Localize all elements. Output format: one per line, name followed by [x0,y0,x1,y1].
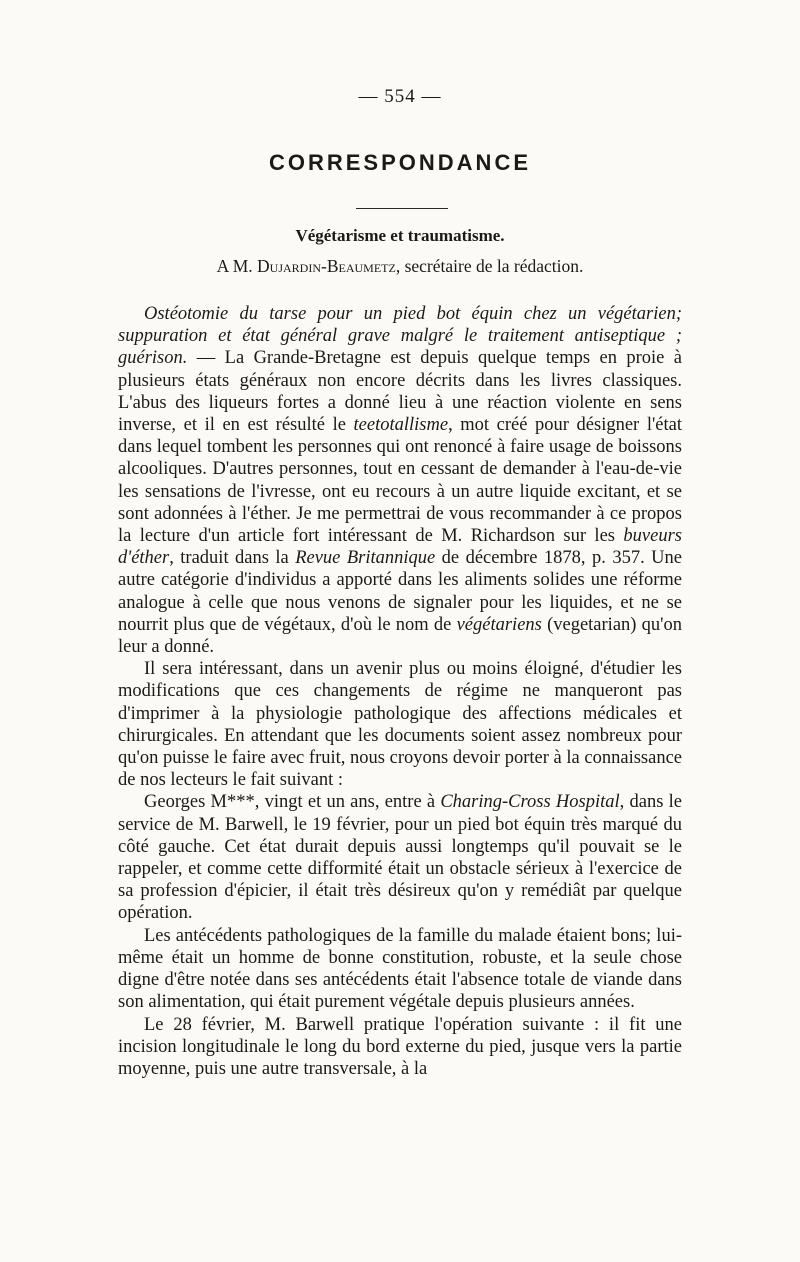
paragraph-5: Le 28 février, M. Barwell pratique l'opération suivante : il fit une incision longitudinale le long du bord externe du pied, jusque vers la partie moyenne, puis une autre transversale, à la [118,1014,682,1079]
article-body [118,303,682,1080]
p3-text-b: , dans le service de M. Barwell, le 19 février, pour un pied bot équin très marqué du côté gauche. Cet état durait depuis aussi longtemps qu'il pouvait se le rappeler, et comme cette difformité était un obstacle sérieux à l'exercice de sa profession d'épicier, il était très désireux qu'on y remédiât par quelque opération. [118,792,683,924]
paragraph-1 [118,303,682,658]
p1-text-b: , mot créé pour désigner l'état dans lequel tombent les personnes qui ont renoncé à faire usage de boissons alcooliques. D'autres personnes, tout en cessant de demander à l'eau-de-vie les sensations de l'ivresse, ont eu recours à un autre liquide excitant, et se sont adonnées à l'éther. Je me permettrai de vous recommander à ce propos la lecture d'un article fort intéressant de M. Richardson sur les [118,415,682,547]
p1-em-b: buveurs d'éther [118,526,682,569]
p1-em-d: végétariens [456,614,542,635]
paragraph-4: Les antécédents pathologiques de la famille du malade étaient bons; lui-même était un homme de bonne constitution, robuste, et la seule chose digne d'être notée dans ses antécédents était l'absence totale de viande dans son alimentation, qui était purement végétale depuis plusieurs années. [118,925,682,1013]
address-prefix: A M. [216,256,258,276]
title-divider [356,208,448,209]
p3-em-a: Charing-Cross Hospital [440,792,620,813]
page-number: — 554 — [358,86,442,107]
letter-address [0,256,800,277]
p1-text-e: (vegetarian) qu'on leur a donné. [118,614,682,658]
p1-em-c: Revue Britannique [295,548,436,569]
section-title: CORRESPONDANCE [268,150,532,175]
paragraph-3 [118,791,682,924]
article-subtitle: Végétarisme et traumatisme. [295,226,505,245]
case-title: Ostéotomie du tarse pour un pied bot équin chez un végétarien; suppuration et état général grave malgré le traitement antiseptique ; guérison. [118,304,682,369]
paragraph-2: Il sera intéressant, dans un avenir plus ou moins éloigné, d'étudier les modifications que ces changements de régime ne manqueront pas d'imprimer à la physiologie pathologique des affections médicales et chirurgicales. En attendant que les documents soient assez nombreux pour qu'on puisse le faire avec fruit, nous croyons devoir porter à la connaissance de nos lecteurs le fait suivant : [118,659,682,791]
p1-text-a: — La Grande-Bretagne est depuis quelque temps en proie à plusieurs états généraux non encore décrits dans les livres classiques. L'abus des liqueurs fortes a donné lieu à une réaction violente en sens inverse, et il en est résulté le [118,348,682,436]
p1-text-d: de décembre 1878, p. 357. Une autre catégorie d'individus a apporté dans les aliments solides une réforme analogue à celle que nous venons de signaler pour les liquides, et ne se nourrit plus que de végétaux, d'où le nom de [118,548,682,635]
p3-text-a: Georges M***, vingt et un ans, entre à [144,792,441,813]
address-suffix: , secrétaire de la rédaction. [395,256,584,276]
p1-em-a: teetotallisme [353,415,449,436]
address-name: Dujardin-Beaumetz [257,256,396,276]
p1-text-c: , traduit dans la [169,548,296,569]
